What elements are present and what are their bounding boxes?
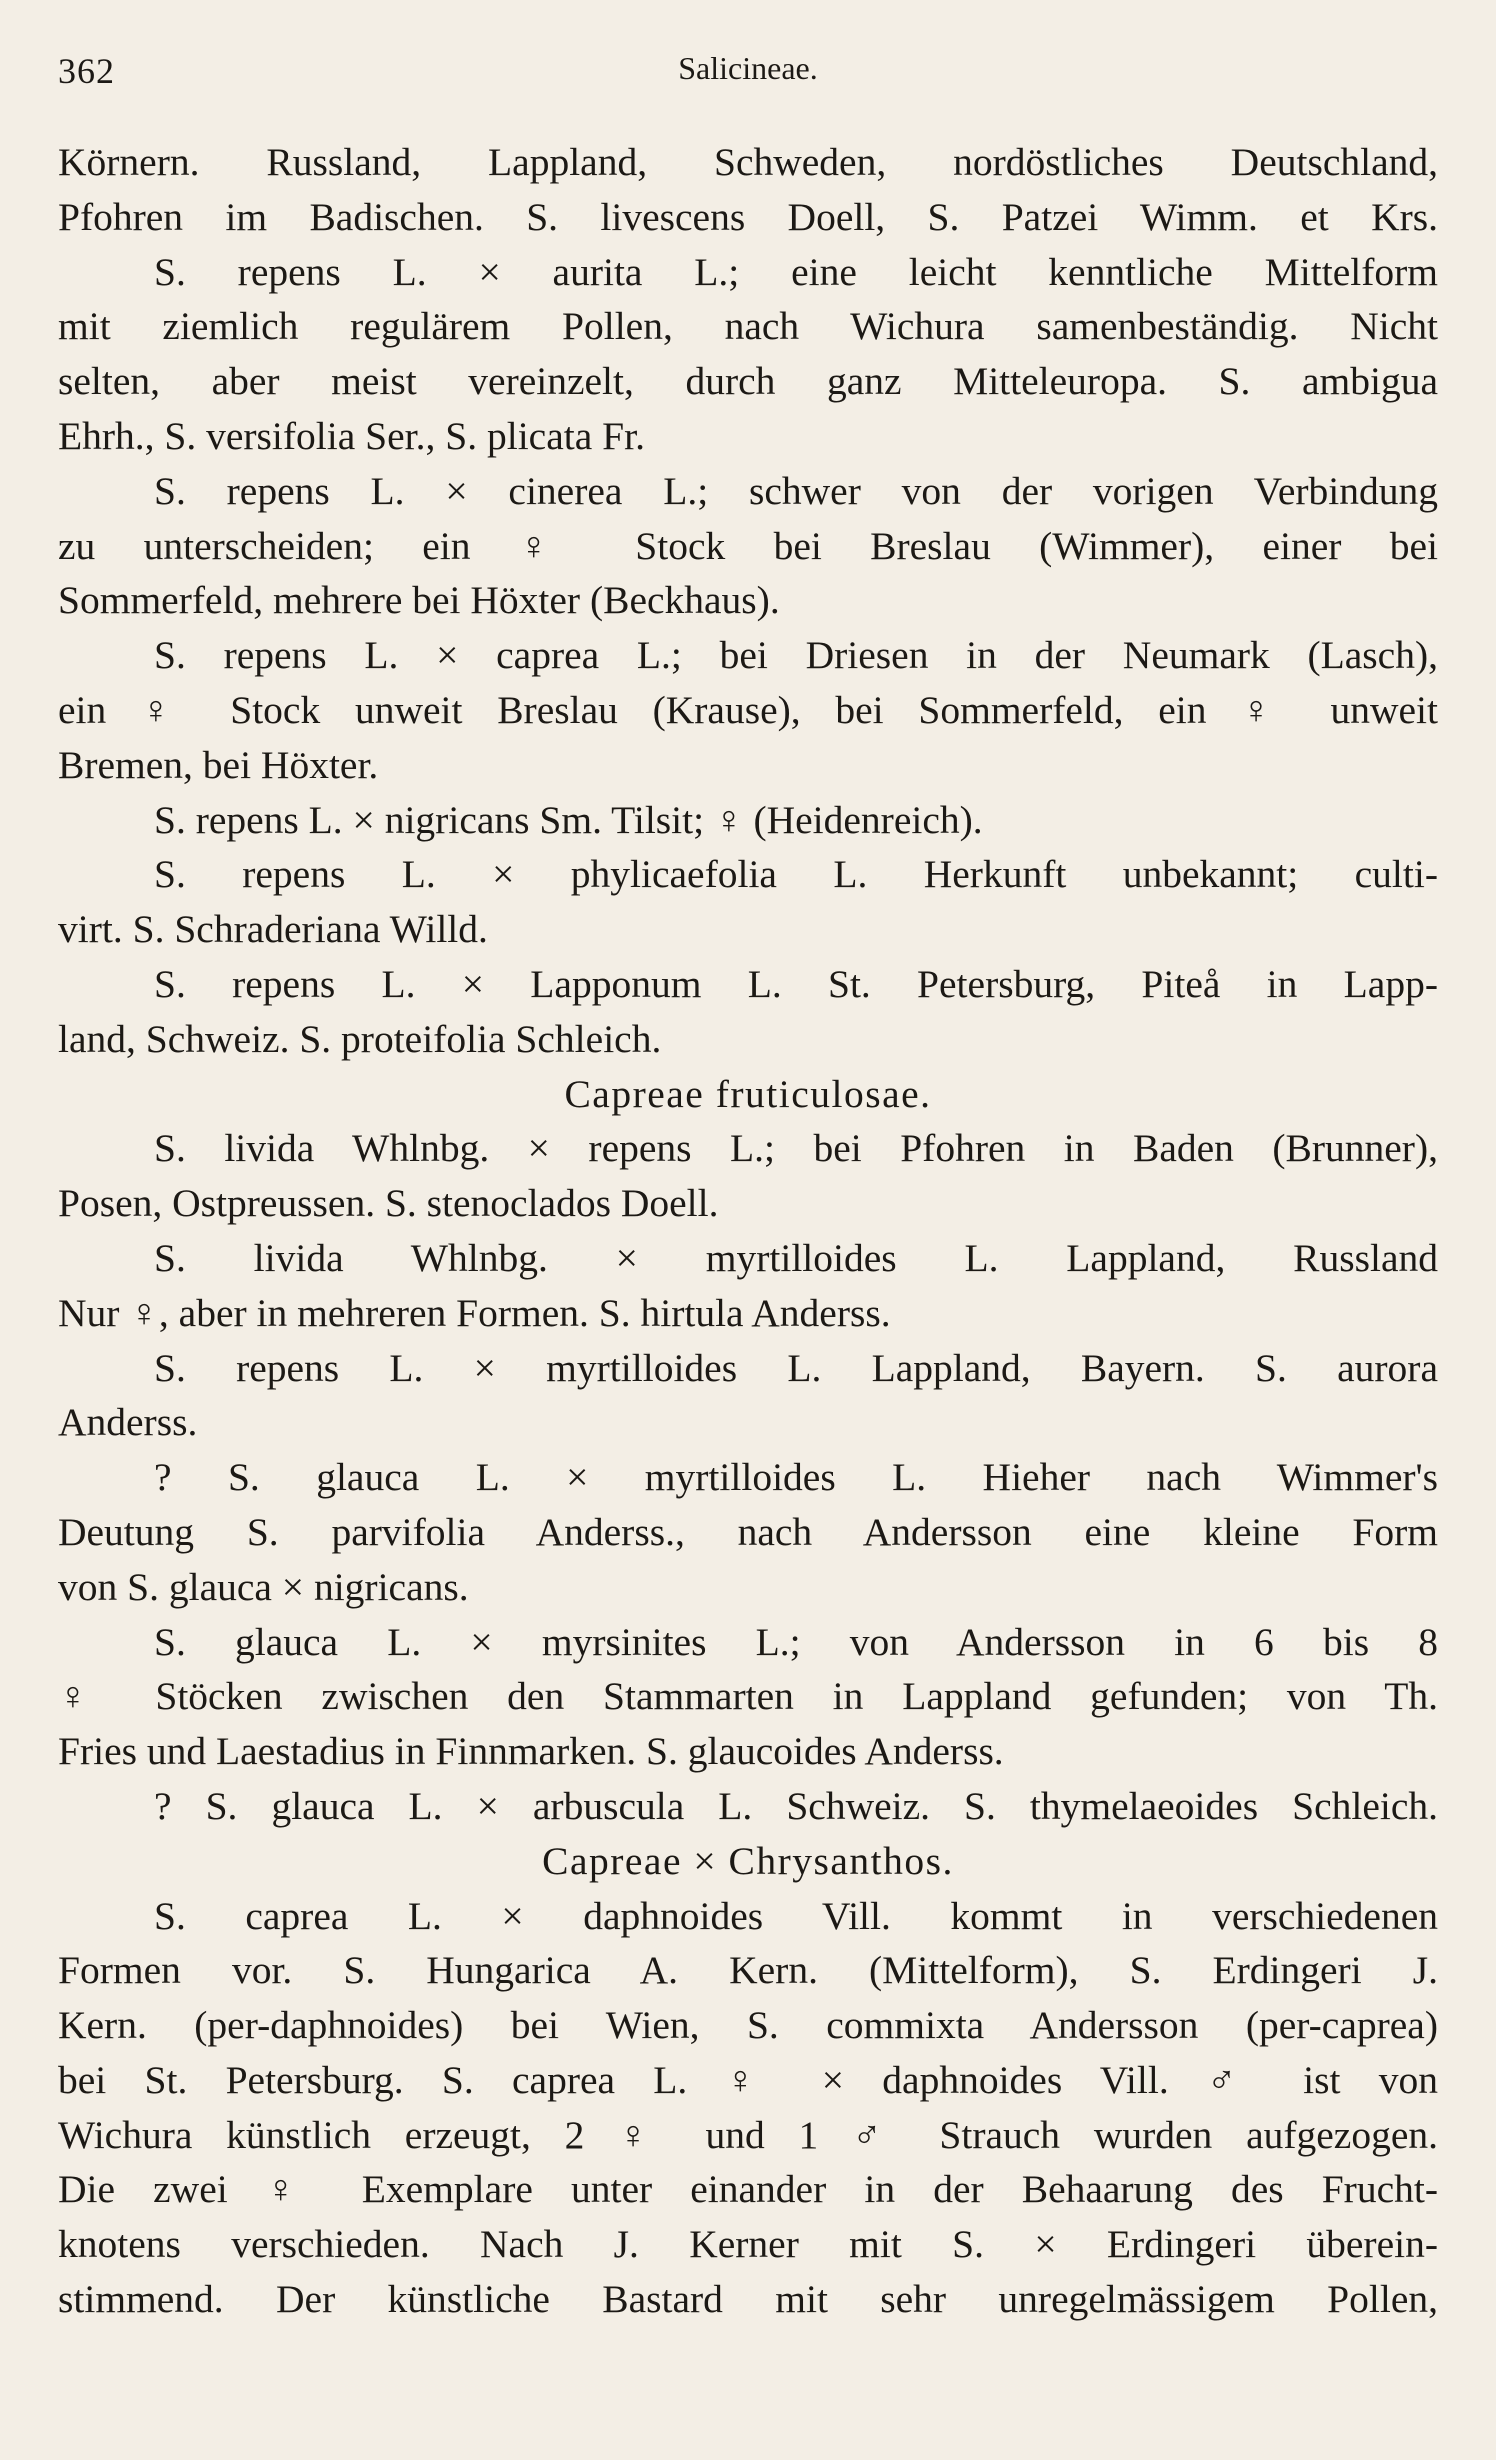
text-line: zu unterscheiden; ein ♀ Stock bei Breslau (Wimmer), einer bei bbox=[58, 523, 1438, 568]
text-line: ein ♀ Stock unweit Breslau (Krause), bei Sommerfeld, ein ♀ unweit bbox=[58, 687, 1438, 732]
text-line: ? S. glauca L. × myrtilloides L. Hieher nach Wimmer's bbox=[154, 1455, 1438, 1500]
text-line: virt. S. Schraderiana Willd. bbox=[58, 907, 488, 952]
section-heading: Capreae × Chrysanthos. bbox=[542, 1838, 954, 1883]
text-line: Kern. (per-daphnoides) bei Wien, S. commixta Andersson (per-caprea) bbox=[58, 2003, 1438, 2048]
text-line: selten, aber meist vereinzelt, durch ganz Mitteleuropa. S. ambigua bbox=[58, 359, 1438, 404]
text-line: von S. glauca × nigricans. bbox=[58, 1564, 469, 1609]
text-line: Nur ♀, aber in mehreren Formen. S. hirtula Anderss. bbox=[58, 1290, 891, 1335]
text-line: S. livida Whlnbg. × myrtilloides L. Lappland, Russland bbox=[154, 1235, 1438, 1280]
page-number: 362 bbox=[58, 51, 115, 91]
text-line: S. repens L. × myrtilloides L. Lappland, Bayern. S. aurora bbox=[154, 1345, 1438, 1390]
text-line: Fries und Laestadius in Finnmarken. S. glaucoides Anderss. bbox=[58, 1729, 1004, 1774]
section-heading: Capreae fruticulosae. bbox=[564, 1071, 932, 1116]
text-line: ? S. glauca L. × arbuscula L. Schweiz. S. thymelaeoides Schleich. bbox=[154, 1783, 1438, 1828]
text-line: bei St. Petersburg. S. caprea L. ♀ × daphnoides Vill. ♂ ist von bbox=[58, 2057, 1438, 2102]
text-line: S. glauca L. × myrsinites L.; von Andersson in 6 bis 8 bbox=[154, 1619, 1438, 1664]
text-line: S. livida Whlnbg. × repens L.; bei Pfohren in Baden (Brunner), bbox=[154, 1126, 1438, 1171]
text-line: Ehrh., S. versifolia Ser., S. plicata Fr. bbox=[58, 413, 645, 458]
text-line: Sommerfeld, mehrere bei Höxter (Beckhaus). bbox=[58, 578, 780, 623]
text-line: Formen vor. S. Hungarica A. Kern. (Mittelform), S. Erdingeri J. bbox=[58, 1948, 1438, 1993]
text-line: S. repens L. × Lapponum L. St. Petersburg, Piteå in Lapp- bbox=[154, 961, 1438, 1006]
text-line: Anderss. bbox=[58, 1400, 198, 1445]
text-line: knotens verschieden. Nach J. Kerner mit S. × Erdingeri überein- bbox=[58, 2222, 1438, 2267]
page-header bbox=[58, 50, 1438, 110]
text-line: Körnern. Russland, Lappland, Schweden, nordöstliches Deutschland, bbox=[58, 140, 1438, 184]
running-title: Salicineae. bbox=[678, 50, 818, 86]
text-line: Wichura künstlich erzeugt, 2 ♀ und 1 ♂ Strauch wurden aufgezogen. bbox=[58, 2112, 1438, 2157]
text-line: Bremen, bei Höxter. bbox=[58, 742, 379, 787]
text-line: S. repens L. × cinerea L.; schwer von der vorigen Verbindung bbox=[154, 468, 1438, 513]
text-line: stimmend. Der künstliche Bastard mit sehr unregelmässigem Pollen, bbox=[58, 2277, 1438, 2322]
text-line: Posen, Ostpreussen. S. stenoclados Doell. bbox=[58, 1181, 719, 1226]
text-line: S. repens L. × caprea L.; bei Driesen in der Neumark (Lasch), bbox=[154, 633, 1438, 678]
text-line: Deutung S. parvifolia Anderss., nach Andersson eine kleine Form bbox=[58, 1509, 1438, 1554]
page-body bbox=[58, 135, 1438, 2327]
text-line: Die zwei ♀ Exemplare unter einander in der Behaarung des Frucht- bbox=[58, 2167, 1438, 2212]
text-line: mit ziemlich regulärem Pollen, nach Wichura samenbeständig. Nicht bbox=[58, 304, 1438, 349]
text-line: ♀ Stöcken zwischen den Stammarten in Lappland gefunden; von Th. bbox=[58, 1674, 1438, 1719]
text-line: Pfohren im Badischen. S. livescens Doell, S. Patzei Wimm. et Krs. bbox=[58, 194, 1438, 239]
text-line: S. repens L. × aurita L.; eine leicht kenntliche Mittelform bbox=[154, 249, 1438, 294]
text-line: land, Schweiz. S. proteifolia Schleich. bbox=[58, 1016, 662, 1061]
text-line: S. repens L. × phylicaefolia L. Herkunft unbekannt; culti- bbox=[154, 852, 1438, 897]
text-line: S. caprea L. × daphnoides Vill. kommt in verschiedenen bbox=[154, 1893, 1438, 1938]
text-line: S. repens L. × nigricans Sm. Tilsit; ♀ (Heidenreich). bbox=[154, 797, 983, 842]
